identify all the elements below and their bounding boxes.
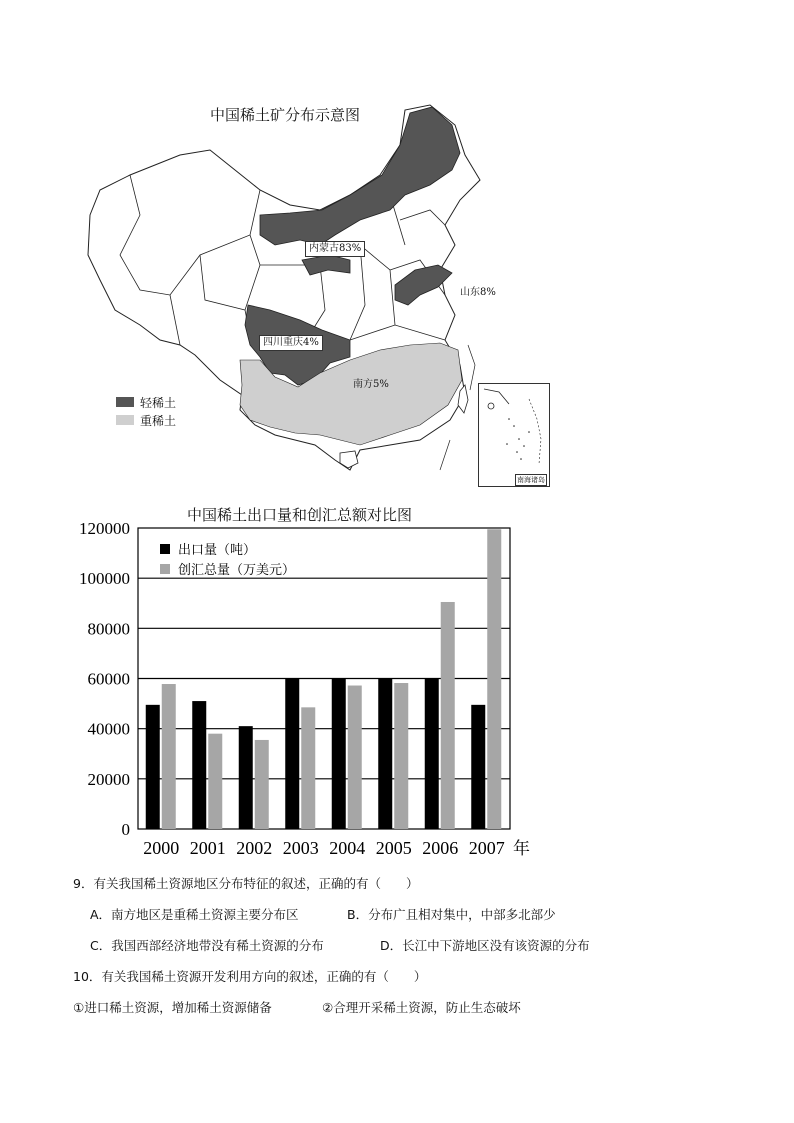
- bar: [425, 679, 439, 830]
- x-tick-label: 2000: [143, 838, 180, 858]
- bar: [239, 726, 253, 829]
- q9-option-d: D．长江中下游地区没有该资源的分布: [380, 938, 590, 953]
- q9-stem: 9．有关我国稀土资源地区分布特征的叙述，正确的有（ ）: [73, 876, 419, 891]
- legend-swatch-light: [116, 397, 134, 407]
- bar: [162, 684, 176, 829]
- label-shandong: 山东8%: [460, 287, 496, 298]
- label-neimenggu: 内蒙古83%: [305, 241, 365, 257]
- chart-title: 中国稀土出口量和创汇总额对比图: [187, 506, 413, 524]
- bar: [301, 707, 315, 829]
- inset-islands: [479, 384, 549, 486]
- x-tick-label: 2001: [189, 838, 226, 858]
- map-title: 中国稀土矿分布示意图: [210, 106, 361, 124]
- legend-swatch: [160, 544, 170, 554]
- label-nanfang: 南方5%: [353, 379, 389, 390]
- bar: [208, 734, 222, 829]
- x-tick-label: 2006: [422, 838, 459, 858]
- x-tick-label: 2003: [282, 838, 319, 858]
- x-tick-label: 2007: [468, 838, 505, 858]
- q10-stem: 10．有关我国稀土资源开发利用方向的叙述，正确的有（ ）: [73, 969, 427, 984]
- q9-option-c: C．我国西部经济地带没有稀土资源的分布: [90, 938, 324, 953]
- bar: [192, 701, 206, 829]
- q9-option-b: B．分布广且相对集中，中部多北部少: [347, 907, 556, 922]
- bar: [255, 740, 269, 829]
- q9-option-a: A．南方地区是重稀土资源主要分布区: [90, 907, 299, 922]
- legend-label: 创汇总量（万美元）: [178, 563, 296, 578]
- map-legend: [116, 393, 176, 429]
- y-tick-label: 0: [121, 820, 130, 839]
- bar: [378, 679, 392, 830]
- y-tick-label: 80000: [87, 619, 130, 639]
- y-tick-label: 20000: [87, 769, 130, 789]
- y-tick-label: 120000: [79, 519, 130, 538]
- legend-light-label: 轻稀土: [140, 395, 177, 410]
- legend-label: 出口量（吨）: [178, 543, 257, 558]
- q10-option-1: ①进口稀土资源，增加稀土资源储备: [73, 1000, 272, 1015]
- x-unit-label: 年: [513, 839, 530, 859]
- bar: [348, 686, 362, 829]
- x-tick-label: 2004: [329, 838, 366, 858]
- bar: [487, 529, 501, 829]
- q10-option-2: ②合理开采稀土资源，防止生态破坏: [322, 1000, 521, 1015]
- bar: [146, 705, 160, 829]
- x-tick-label: 2002: [236, 838, 273, 858]
- bar: [394, 683, 408, 829]
- bar: [441, 602, 455, 829]
- south-china-sea-inset: [478, 383, 550, 487]
- export-comparison-chart: [60, 515, 540, 865]
- y-tick-label: 60000: [87, 669, 130, 689]
- inset-label: 南海诸岛: [517, 476, 545, 484]
- bar: [285, 679, 299, 830]
- y-tick-label: 100000: [79, 569, 130, 589]
- legend-heavy-label: 重稀土: [140, 413, 177, 428]
- legend-swatch: [160, 564, 170, 574]
- legend-swatch-heavy: [116, 415, 134, 425]
- y-tick-label: 40000: [87, 719, 130, 739]
- x-tick-label: 2005: [375, 838, 412, 858]
- bar: [332, 679, 346, 830]
- bar: [471, 705, 485, 829]
- label-sichuan: 四川重庆4%: [259, 335, 323, 351]
